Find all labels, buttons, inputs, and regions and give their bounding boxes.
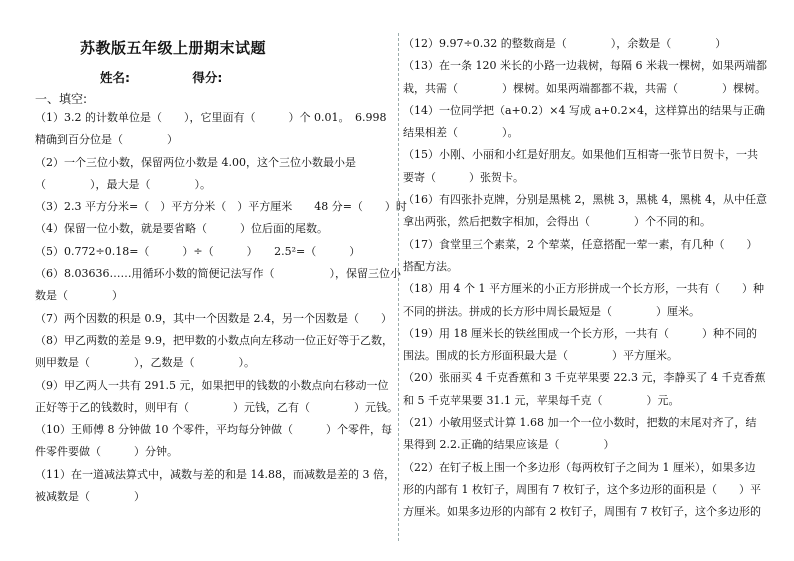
question-line: 形的内部有 1 枚钉子，周围有 7 枚钉子，这个多边形的面积是（ ）平 xyxy=(403,482,761,496)
question-line: 正好等于乙的钱数时，则甲有（ ）元钱，乙有（ ）元钱。 xyxy=(35,400,398,414)
question-line: 被减数是（ ） xyxy=(35,490,145,504)
question-line: （ ），最大是（ ）。 xyxy=(35,177,211,191)
left-column xyxy=(35,107,407,508)
question-line: （7）两个因数的积是 0.9，其中一个因数是 2.4，另一个因数是（ ） xyxy=(35,311,392,325)
question-line: （5）0.772÷0.18=（ ）÷（ ） 2.5²=（ ） xyxy=(35,244,361,258)
question-line: （21）小敏用竖式计算 1.68 加一个一位小数时，把数的末尾对齐了，结 xyxy=(403,416,757,430)
section-heading: 一、填空: xyxy=(35,92,88,106)
question-line: 方厘米。如果多边形的内部有 2 枚钉子，周围有 7 枚钉子，这个多边形的 xyxy=(403,505,761,519)
question-line: （13）在一条 120 米长的小路一边栽树，每隔 6 米栽一棵树，如果两端都 xyxy=(403,59,767,73)
question-line: （3）2.3 平方分米=（ ）平方分米（ ）平方厘米 48 分=（ ）时 xyxy=(35,200,407,214)
question-line: （4）保留一位小数，就是要省略（ ）位后面的尾数。 xyxy=(35,222,328,236)
question-line: 搭配方法。 xyxy=(403,259,458,273)
question-line: 拿出两张，然后把数字相加，会得出（ ）个不同的和。 xyxy=(403,215,711,229)
question-line: （19）用 18 厘米长的铁丝围成一个长方形，一共有（ ）种不同的 xyxy=(403,326,757,340)
question-line: （17）食堂里三个素菜，2 个荤菜，任意搭配一荤一素，有几种（ ） xyxy=(403,237,758,251)
question-line: 要寄（ ）张贺卡。 xyxy=(403,170,524,184)
question-line: （20）张丽买 4 千克香蕉和 3 千克苹果要 22.3 元，李静买了 4 千克香蕉 xyxy=(403,371,766,385)
question-line: 和 5 千克苹果要 31.1 元，苹果每千克（ ）元。 xyxy=(403,393,680,407)
score-label: 得分: xyxy=(192,70,223,85)
question-line: 则甲数是（ ），乙数是（ ）。 xyxy=(35,356,255,370)
question-line: （14）一位同学把（a+0.2）×4 写成 a+0.2×4，这样算出的结果与正确 xyxy=(403,103,765,117)
question-line: （1）3.2 的计数单位是（ ），它里面有（ ）个 0.01。 6.998 xyxy=(35,111,387,124)
question-line: （18）用 4 个 1 平方厘米的小正方形拼成一个长方形，一共有（ ）种 xyxy=(403,282,764,296)
question-line: 结果相差（ ）。 xyxy=(403,126,519,140)
question-line: （15）小刚、小丽和小红是好朋友。如果他们互相寄一张节日贺卡，一共 xyxy=(403,148,758,162)
question-line: （10）王师傅 8 分钟做 10 个零件，平均每分钟做（ ）个零件，每 xyxy=(35,423,392,437)
student-info xyxy=(100,68,222,86)
column-divider xyxy=(398,33,399,541)
question-line: （16）有四张扑克牌，分别是黑桃 2，黑桃 3，黑桃 4，黑桃 4，从中任意 xyxy=(403,193,767,207)
question-line: 数是（ ） xyxy=(35,289,123,303)
question-line: 件零件要做（ ）分钟。 xyxy=(35,445,178,459)
question-line: （11）在一道减法算式中，减数与差的和是 14.88，而减数是差的 3 倍， xyxy=(35,467,395,481)
question-line: （6）8.03636……用循环小数的简便记法写作（ ），保留三位小 xyxy=(35,267,401,281)
question-line: 围法。围成的长方形面积最大是（ ）平方厘米。 xyxy=(403,349,678,363)
question-line: 果得到 2.2.正确的结果应该是（ ） xyxy=(403,438,615,452)
question-line: 不同的拼法。拼成的长方形中周长最短是（ ）厘米。 xyxy=(403,304,700,318)
question-line: （12）9.97÷0.32 的整数商是（ ），余数是（ ） xyxy=(403,37,727,50)
name-label: 姓名: xyxy=(100,70,130,85)
question-line: 精确到百分位是（ ） xyxy=(35,133,178,147)
right-column xyxy=(403,33,765,524)
exam-title: 苏教版五年级上册期末试题 xyxy=(80,39,267,57)
question-line: （8）甲乙两数的差是 9.9，把甲数的小数点向左移动一位正好等于乙数， xyxy=(35,333,393,347)
question-line: （2）一个三位小数，保留两位小数是 4.00，这个三位小数最小是 xyxy=(35,155,356,169)
question-line: （9）甲乙两人一共有 291.5 元，如果把甲的钱数的小数点向右移动一位 xyxy=(35,378,389,392)
question-line: 栽，共需（ ）棵树。如果两端都都不栽，共需（ ）棵树。 xyxy=(403,81,766,95)
question-line: （22）在钉子板上围一个多边形（每两枚钉子之间为 1 厘米），如果多边 xyxy=(403,460,756,474)
